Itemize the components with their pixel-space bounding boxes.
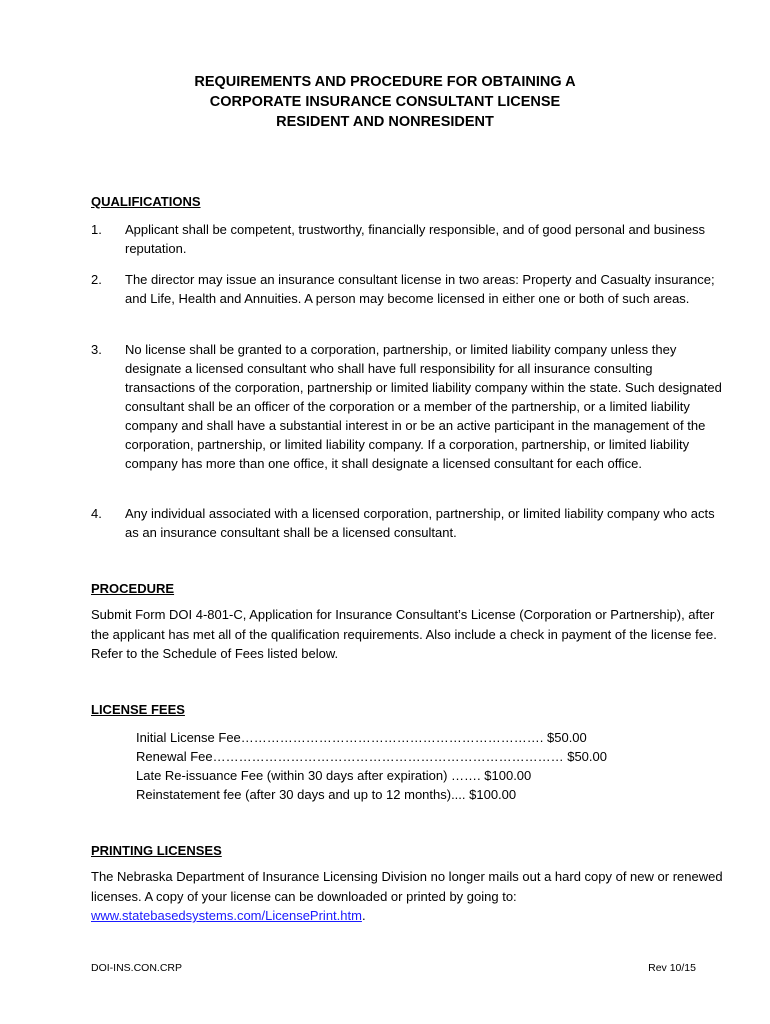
item-text: Applicant shall be competent, trustworthy, financially responsible, and of good personal and business reputation. [125, 222, 706, 256]
procedure-text: Submit Form DOI 4-801-C, Application for Insurance Consultant’s License (Corporation or Partnership), after the applicant has met all of the qualification requirements. Also include a check in payment of the license fee. Refer to the Schedule of Fees listed below. [91, 607, 717, 661]
document-title [0, 72, 770, 132]
qualification-item-4 [91, 504, 731, 542]
item-number: 2. [91, 272, 102, 287]
item-text: No license shall be granted to a corporation, partnership, or limited liability company unless they designate a licensed consultant who shall have full responsibility for all insurance consulting transactions of the corporation, partnership or limited liability company within the state. Such designated consultant shall be an officer of the corporation or a member of the partnership, or a limited liability company and shall have a substantial interest in or be an active participant in the management of the corporation, partnership, or limited liability company. If a corporation, partnership, or limited liability company has more than one office, it shall designate a licensed consultant for each office. [125, 342, 722, 471]
footer-revision: Rev 10/15 [648, 962, 696, 974]
printing-description: The Nebraska Department of Insurance Licensing Division no longer mails out a hard copy of new or renewed licenses. A copy of your license can be downloaded or printed by going to: [91, 869, 723, 904]
qualification-item-2 [91, 270, 731, 308]
qualification-item-3 [91, 340, 731, 473]
fee-row-late-reissuance: Late Re-issuance Fee (within 30 days after expiration) ……. $100.00 [136, 768, 532, 783]
printing-licenses-heading: PRINTING LICENSES [91, 843, 222, 858]
item-number: 1. [91, 222, 102, 237]
license-print-link[interactable]: www.statebasedsystems.com/LicensePrint.htm [91, 908, 362, 923]
item-text: The director may issue an insurance consultant license in two areas: Property and Casualty insurance; and Life, Health and Annuities. A person may become licensed in either one or both of such areas. [125, 272, 715, 306]
procedure-heading: PROCEDURE [91, 581, 175, 596]
item-number: 3. [91, 342, 102, 357]
qualification-item-1 [91, 220, 731, 258]
title-line-3: RESIDENT AND NONRESIDENT [276, 114, 494, 130]
fee-row-initial: Initial License Fee……………………………………………………………. $50.00 [136, 730, 587, 745]
title-line-1: REQUIREMENTS AND PROCEDURE FOR OBTAINING A [194, 74, 576, 90]
fee-schedule [136, 728, 607, 804]
link-suffix: . [361, 908, 366, 923]
license-fees-heading: LICENSE FEES [91, 702, 185, 717]
item-text: Any individual associated with a licensed corporation, partnership, or limited liability company who acts as an insurance consultant shall be a licensed consultant. [125, 506, 715, 540]
qualifications-heading: QUALIFICATIONS [91, 194, 201, 209]
fee-row-renewal: Renewal Fee……………………………………………………………………… $50.00 [136, 749, 607, 764]
footer-form-code: DOI-INS.CON.CRP [91, 962, 183, 974]
title-line-2: CORPORATE INSURANCE CONSULTANT LICENSE [209, 94, 561, 110]
printing-text [91, 867, 731, 926]
item-number: 4. [91, 506, 102, 521]
fee-row-reinstatement: Reinstatement fee (after 30 days and up to 12 months).... $100.00 [136, 787, 517, 802]
